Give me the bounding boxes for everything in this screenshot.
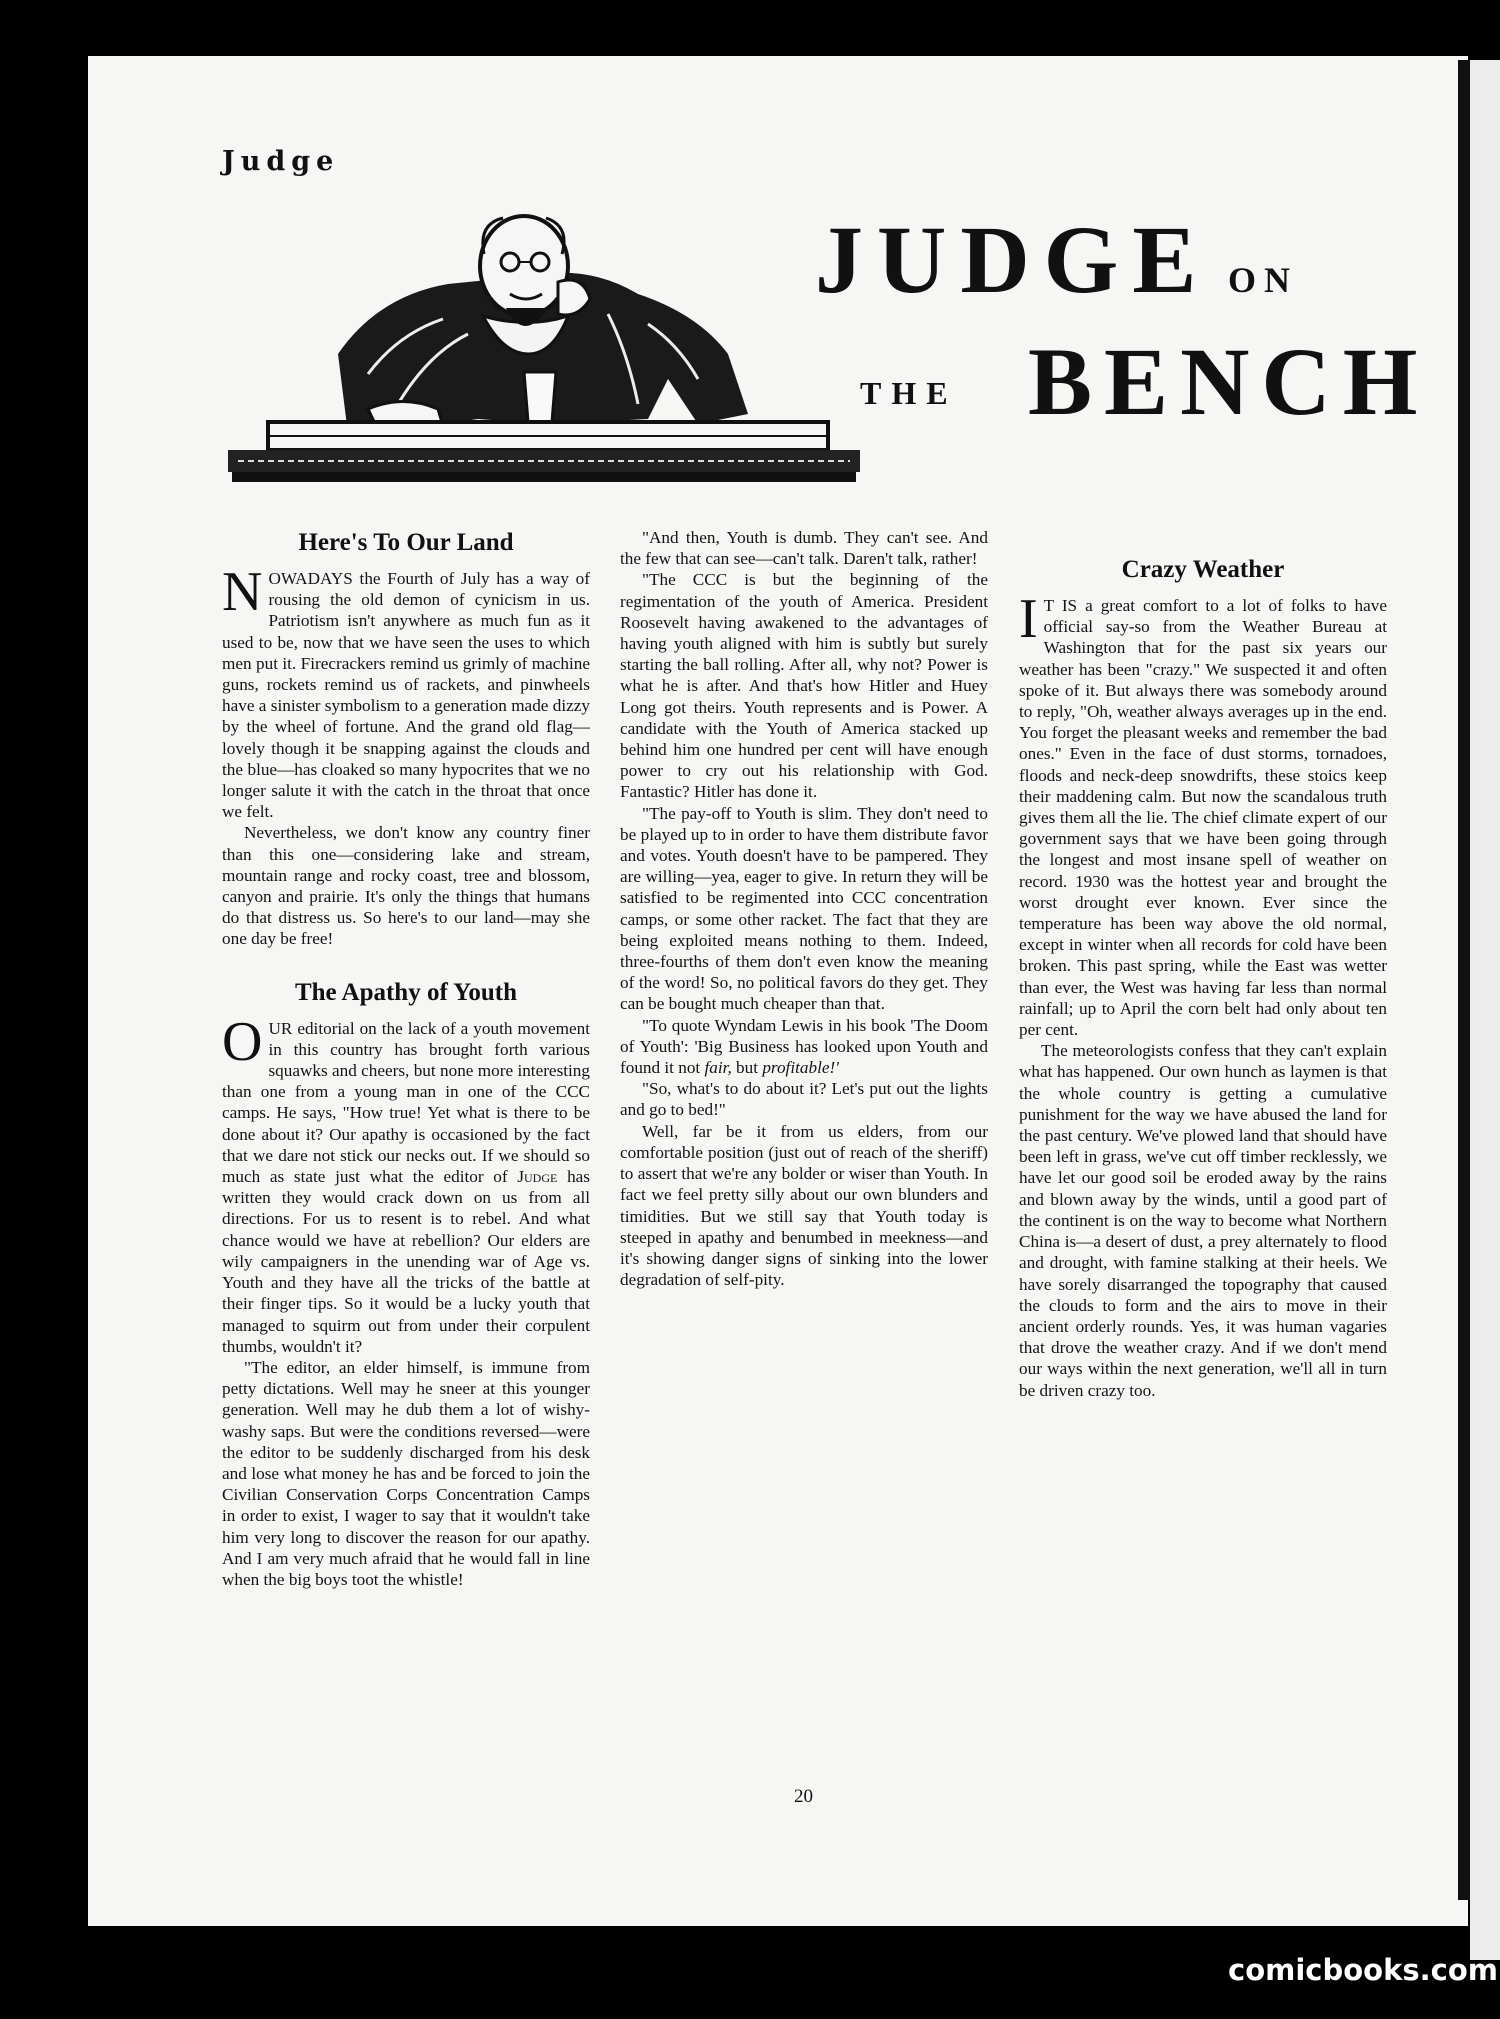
page-number: 20 xyxy=(794,1786,813,1807)
heading-crazy-weather: Crazy Weather xyxy=(1121,556,1285,583)
column-3 xyxy=(1019,527,1387,1401)
paragraph: The meteorologists confess that they can't explain what has happened. Our own hunch as laymen is that the whole country is getting a cumulative punishment for the way we have abused the land for the past century. We've plowed land that should have been left in grass, we've cut off timber recklessly, we have let our good soil be eroded away by the rains and blown away by the winds, until a good part of the continent is on the way to become what Northern China is—a desert of dust, a prey alternately to flood and drought, with famine stalking at their heels. We have sorely disarranged the topography that caused the clouds to form and the airs to move in their ancient orderly rounds. Yes, it was human vagaries that drove the weather crazy. And if we don't mend our ways within the next generation, we'll all in turn be driven crazy too. xyxy=(1019,1041,1387,1400)
paragraph: "So, what's to do about it? Let's put out the lights and go to bed!" xyxy=(620,1079,988,1120)
title-word-on: ON xyxy=(1228,260,1298,300)
judge-at-bench-illustration xyxy=(228,204,860,496)
title-word-the: THE xyxy=(860,375,958,411)
column-1 xyxy=(222,528,590,1590)
drop-cap: O xyxy=(222,1010,263,1073)
paragraph: "To quote Wyndam Lewis in his book 'The Doom of Youth': 'Big Business has looked upon Youth and found it not fair, but profitable!' xyxy=(620,1015,988,1078)
heading-apathy-of-youth: The Apathy of Youth xyxy=(294,978,518,1006)
watermark: comicbooks.com xyxy=(1228,1953,1498,1987)
page-edge xyxy=(1458,60,1470,1900)
running-head: Judge xyxy=(222,146,340,177)
next-page-edge xyxy=(1470,60,1500,1960)
paragraph: "And then, Youth is dumb. They can't see. And the few that can see—can't talk. Daren't talk, rather! xyxy=(620,528,988,569)
title-word-bench: BENCH xyxy=(1028,328,1430,435)
drop-cap: N xyxy=(222,561,263,623)
italic-fair: fair, xyxy=(704,1058,732,1078)
italic-profitable: profitable!' xyxy=(762,1058,839,1078)
paragraph: Nevertheless, we don't know any country finer than this one—considering lake and stream, mountain range and rocky coast, tree and blossom, canyon and prairie. It's only the things that humans do that distress us. So here's to our land—may she one day be free! xyxy=(222,823,590,949)
paragraph: Well, far be it from us elders, from our comfortable position (just out of reach of the sheriff) to assert that we're any bolder or wiser than Youth. In fact we feel pretty silly about our own blunders and timidities. But we still say that Youth today is steeped in apathy and benumbed in meekness—and it's showing danger signs of sinking into the lower degradation of self-pity. xyxy=(620,1121,988,1290)
paragraph: OUR editorial on the lack of a youth movement in this country has brought forth various squawks and cheers, but none more interesting than one from a young man in one of the CCC camps. He says, "How true! Yet what is there to be done about it? Our apathy is occasioned by the fact that we dare not stick our necks out. If we should so much as state just what the editor of Judge has written they would crack down on us from all directions. For us to resent is to rebel. And what chance would we have at rebellion? Our elders are wily campaigners in the unending war of Age vs. Youth and they have all the tricks of the battle at their finger tips. So it would be a lucky youth that managed to squirm out from under their corpulent thumbs, wouldn't it? xyxy=(222,1010,590,1356)
drop-cap: I xyxy=(1019,588,1038,650)
heading-heres-to-our-land: Here's To Our Land xyxy=(298,529,514,556)
paragraph: "The CCC is but the beginning of the regimentation of the youth of America. President Roosevelt having awakened to the advantages of having youth aligned with him is subtly but surely starting the ball rolling. After all, why not? Power is what he is after. And that's how Hitler and Huey Long got theirs. Youth represents and is Power. A candidate with the Youth of America stacked up behind him one hundred per cent will have enough power to cry out his relationship with God. Fantastic? Hitler has done it. xyxy=(620,570,988,802)
column-2 xyxy=(620,527,988,1290)
paragraph: NOWADAYS the Fourth of July has a way of rousing the old demon of cynicism in us. Patriotism isn't anywhere as much fun as it used to be, now that we have seen the uses to which men put it. Firecrackers remind us grimly of machine guns, rockets remind us of rackets, and pinwheels have a sinister symbolism to a generation made dizzy by the wheel of fortune. And the grand old flag—lovely though it be snapping against the clouds and the blue—has cloaked so many hypocrites that we no longer salute it with the catch in the throat that once we felt. xyxy=(222,561,590,822)
title-word-judge: JUDGE xyxy=(815,206,1211,313)
paragraph: "The pay-off to Youth is slim. They don't need to be played up to in order to have them distribute favor and votes. Youth doesn't have to be pampered. They are willing—yea, eager to give. In return they will be satisfied to be regimented into CCC concentration camps, or some other racket. The fact that they are being exploited means nothing to them. Indeed, three-fourths of them don't even know the meaning of the word! So, no political favors do they get. They can be bought much cheaper than that. xyxy=(620,803,988,1014)
paragraph: I T IS a great comfort to a lot of folks to have official say-so from the Weather Bureau at Washington that for the past six years our weather has been "crazy." We suspected it and often spoke of it. But always there was somebody around to reply, "Oh, weather always averages up in the end. You forget the pleasant weeks and remember the bad ones." Even in the face of dust storms, tornadoes, floods and neck-deep snowdrifts, these stoics keep their maddening calm. But now the scandalous truth gives them all the lie. The chief climate expert of our government says that we have been going through the longest and most insane spell of weather on record. 1930 was the hottest year and brought the worst drought ever known. Ever since the temperature has been way above the old normal, except in winter when all records for cold have been broken. This past spring, while the East was wetter than ever, the West was having far less than normal rainfall; up to April the corn belt had only about ten per cent. xyxy=(1019,588,1387,1040)
paragraph: "The editor, an elder himself, is immune from petty dictations. Well may he sneer at this younger generation. Well may he dub them a lot of wishy-washy saps. But were the conditions reversed—were the editor to be suddenly discharged from his desk and lose what money he has and be forced to join the Civilian Conservation Corps Concentration Camps in order to exist, I wager to say that it wouldn't take him very long to discover the reason for our apathy. And I am very much afraid that he would fall in line when the big boys toot the whistle! xyxy=(222,1357,590,1589)
magazine-name: Judge xyxy=(517,1167,558,1187)
